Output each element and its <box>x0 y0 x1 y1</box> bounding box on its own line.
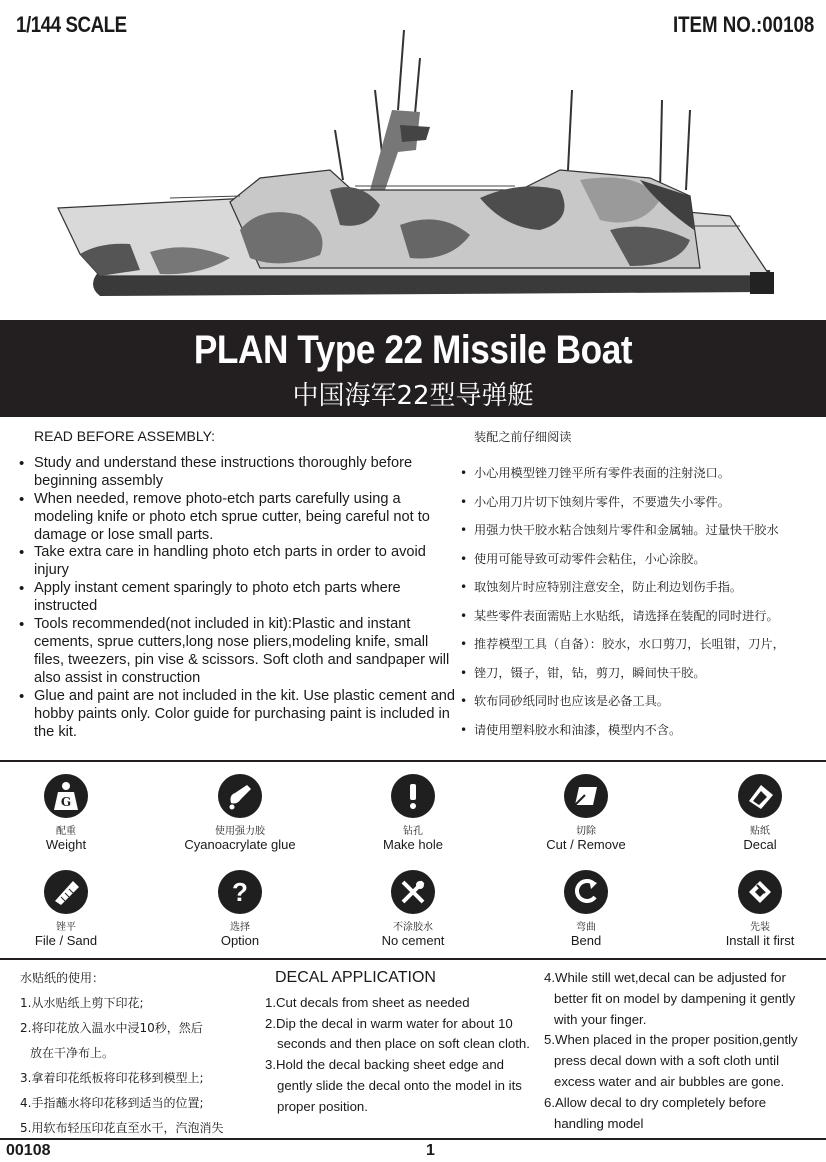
instruction-item-cn: • 推荐模型工具（自备）：胶水，水口剪刀，长咀钳，刀片， <box>460 630 820 659</box>
drill-icon <box>391 774 435 818</box>
item-number: ITEM NO.:00108 <box>672 12 814 37</box>
legend-label-cn: 配重 <box>56 826 76 837</box>
decal-heading-en: DECAL APPLICATION <box>275 969 436 986</box>
question-mark-icon <box>218 870 262 914</box>
read-before-assembly <box>0 424 826 758</box>
legend-label-en: Install it first <box>725 933 795 948</box>
instruction-text-cn: 锉刀，镊子，钳，钻，剪刀，瞬间快干胶。 <box>474 665 706 680</box>
page-number: 1 <box>426 1142 435 1159</box>
decal-step-cn: 5.用软布轻压印花直至水干，汽泡消失 <box>20 1121 224 1135</box>
instruction-item: • Tools recommended(not included in kit):Plastic and instant cements, sprue cutters,long nose pliers,modeling knife, small files, tweezers, pin vise & scissors. Soft cloth and sandpaper will also assist in construction <box>18 616 458 688</box>
decal-step: seconds and then place on soft clean cloth. <box>277 1036 530 1052</box>
decal-heading-cn: 水贴纸的使用： <box>20 971 105 985</box>
legend-decal <box>680 774 826 852</box>
bend-arrow-icon <box>564 870 608 914</box>
no-cement-icon <box>391 870 435 914</box>
divider <box>0 1138 826 1140</box>
instruction-text-cn: 使用可能导致可动零件会粘住，小心涂胶。 <box>474 551 706 566</box>
decal-step-cn: 放在干净布上。 <box>30 1046 115 1060</box>
instruction-item-cn: • 某些零件表面需贴上水贴纸，请选择在装配的同时进行。 <box>460 602 820 631</box>
decal-step: excess water and air bubbles are gone. <box>554 1073 785 1089</box>
decal-icon <box>738 774 782 818</box>
decal-instructions-en <box>265 968 545 1118</box>
instruction-item-cn: • 软布同砂纸同时也应该是必备工具。 <box>460 687 820 716</box>
legend-file <box>0 870 146 948</box>
decal-step: 1.Cut decals from sheet as needed <box>265 994 470 1010</box>
decal-instructions-en-2 <box>544 968 816 1134</box>
footer-item-code: 00108 <box>6 1142 51 1159</box>
decal-step: 4.While still wet,decal can be adjusted for <box>544 970 786 985</box>
legend-drill <box>333 774 493 852</box>
legend-label-en: Bend <box>570 933 602 948</box>
instruction-item: • When needed, remove photo-etch parts carefully using a modeling knife or photo etch sprue cutter, being careful not to damage or lose small parts. <box>18 491 458 545</box>
legend-label-cn: 不涂胶水 <box>393 922 433 933</box>
read-heading-en: READ BEFORE ASSEMBLY: <box>34 428 216 444</box>
legend-weight <box>0 774 146 852</box>
legend-install-first <box>680 870 826 948</box>
instructions-cn <box>460 428 820 744</box>
decal-application <box>0 962 826 1142</box>
scale-label: 1/144 SCALE <box>16 12 127 37</box>
instruction-item: • Take extra care in handling photo etch parts in order to avoid injury <box>18 544 458 580</box>
decal-step: better fit on model by dampening it gently <box>554 990 796 1006</box>
legend-label-en: Weight <box>45 837 87 852</box>
instruction-item-cn-cont <box>460 659 820 688</box>
read-heading-cn: 装配之前仔细阅读 <box>474 430 572 444</box>
legend-label-en: Make hole <box>383 837 443 852</box>
decal-step: with your finger. <box>554 1011 647 1027</box>
legend-label-cn: 先装 <box>750 922 770 933</box>
legend-no-cement <box>333 870 493 948</box>
decal-step: gently slide the decal onto the model in its <box>277 1077 522 1093</box>
legend-label-cn: 钻孔 <box>403 826 423 837</box>
svg-text:G: G <box>60 795 72 809</box>
file-icon <box>44 870 88 914</box>
weight-icon <box>44 774 88 818</box>
legend-glue <box>160 774 320 852</box>
legend-label-cn: 弯曲 <box>576 922 596 933</box>
instruction-item-cn: • 取蚀刻片时应特别注意安全，防止利边划伤手指。 <box>460 573 820 602</box>
question-glyph: ? <box>232 876 248 907</box>
decal-step: 5.When placed in the proper position,gently <box>544 1032 798 1048</box>
legend-label-cn: 选择 <box>230 922 250 933</box>
decal-step-cn: 2.将印花放入温水中浸10秒，然后 <box>20 1021 203 1035</box>
legend-label-en: Decal <box>743 837 777 852</box>
legend-label-en: No cement <box>381 933 445 948</box>
decal-step-cn: 4.手指蘸水将印花移到适当的位置; <box>20 1096 204 1110</box>
instructions-en <box>18 428 458 741</box>
legend-label-en: Option <box>220 933 260 948</box>
glue-drop-icon <box>218 774 262 818</box>
legend-option <box>160 870 320 948</box>
legend-label-cn: 锉平 <box>56 922 76 933</box>
decal-step: press decal down with a soft cloth until <box>554 1053 780 1069</box>
decal-step: 3.Hold the decal backing sheet edge and <box>265 1057 505 1073</box>
instruction-item-cn-cont <box>460 545 820 574</box>
instruction-item: • Study and understand these instructions thoroughly before beginning assembly <box>18 455 458 491</box>
legend-cut <box>506 774 666 852</box>
ship-illustration <box>0 30 826 320</box>
decal-step: 2.Dip the decal in warm water for about 10 <box>265 1015 513 1031</box>
decal-step: proper position. <box>277 1098 368 1114</box>
legend-label-en: Cut / Remove <box>546 837 626 852</box>
title-en: PLAN Type 22 Missile Boat <box>193 328 633 372</box>
legend-label-en: File / Sand <box>34 933 98 948</box>
legend-label-cn: 贴纸 <box>750 826 770 837</box>
instruction-item-cn: • 小心用刀片切下蚀刻片零件，不要遗失小零件。 <box>460 488 820 517</box>
instruction-item-cn: • 用强力快干胶水粘合蚀刻片零件和金属轴。过量快干胶水 <box>460 516 820 545</box>
instruction-item: • Glue and paint are not included in the kit. Use plastic cement and hobby paints only. Color guide for purchasing paint is included in the kit. <box>18 688 458 742</box>
decal-step: handling model <box>554 1115 644 1131</box>
cut-icon <box>564 774 608 818</box>
decal-step: 6.Allow decal to dry completely before <box>544 1094 767 1110</box>
title-cn: 中国海军22型导弹艇 <box>292 381 534 411</box>
install-first-icon <box>738 870 782 914</box>
instruction-item: • Apply instant cement sparingly to photo etch parts where instructed <box>18 580 458 616</box>
legend-label-cn: 切除 <box>576 826 596 837</box>
decal-step-cn: 1.从水贴纸上剪下印花; <box>20 996 144 1010</box>
title-banner <box>0 320 826 417</box>
legend-bend <box>506 870 666 948</box>
legend-label-cn: 使用强力胶 <box>215 826 265 837</box>
decal-step-cn: 3.拿着印花纸板将印花移到模型上; <box>20 1071 204 1085</box>
decal-instructions-cn <box>20 966 270 1141</box>
instruction-item-cn: • 小心用模型锉刀锉平所有零件表面的注射浇口。 <box>460 459 820 488</box>
divider <box>0 958 826 960</box>
instruction-item-cn: • 请使用塑料胶水和油漆，模型内不含。 <box>460 716 820 745</box>
legend-label-en: Cyanoacrylate glue <box>184 837 296 852</box>
symbol-legend <box>0 762 826 958</box>
